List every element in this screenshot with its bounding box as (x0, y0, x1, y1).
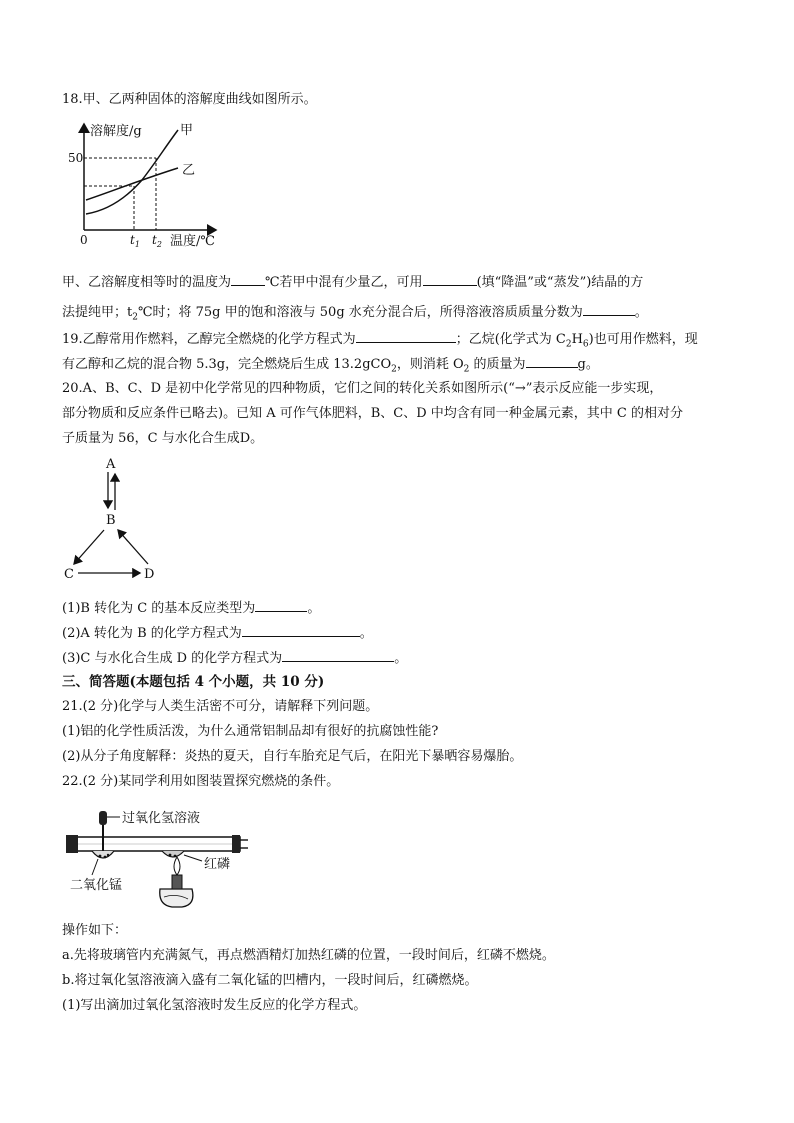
label-mno2: 二氧化锰 (70, 878, 123, 893)
q21-stem: 21.(2 分)化学与人类生活密不可分，请解释下列问题。 (62, 699, 379, 714)
origin-label: 0 (80, 233, 88, 247)
solubility-graph (70, 118, 230, 250)
curve-jia-label: 甲 (180, 123, 194, 138)
q20-sub2: (2)A 转化为 B 的化学方程式为 。 (62, 623, 373, 643)
q18-line2: 法提纯甲；$t_2℃$时；将 75g 甲的饱和溶液与 50g 水充分混合后，所得溶液溶质质量分数为 。 (62, 302, 648, 327)
conversion-diagram (60, 452, 170, 584)
lamp-flame (174, 857, 180, 875)
blank-reaction-type[interactable] (255, 598, 307, 612)
blank-c-to-d-equation[interactable] (282, 648, 394, 662)
q20-sub3: (3)C 与水化合生成 D 的化学方程式为 。 (62, 648, 407, 668)
q21-sub1: (1)铝的化学性质活泼，为什么通常铝制品却有很好的抗腐蚀性能? (62, 724, 439, 739)
q22-sub1: (1)写出滴加过氧化氢溶液时发生反应的化学方程式。 (62, 998, 367, 1013)
q20-line1: 20.A、B、C、D 是初中化学常见的四种物质，它们之间的转化关系如图所示(“→”表示反应能一步实现， (62, 381, 663, 396)
right-stopper (232, 835, 240, 853)
q20-line3: 子质量为 56，C 与水化合生成D。 (62, 431, 264, 446)
blank-method[interactable] (423, 272, 477, 286)
node-b: B (106, 513, 116, 528)
q22-ops-title: 操作如下： (62, 923, 128, 938)
q22-op-b: b.将过氧化氢溶液滴入盛有二氧化锰的凹槽内，一段时间后，红磷燃烧。 (62, 973, 478, 988)
blank-ethanol-equation[interactable] (356, 329, 456, 343)
node-a: A (106, 457, 116, 472)
q19-line1: 19.乙醇常用作燃料，乙醇完全燃烧的化学方程式为 ；乙烷(化学式为 $C_2H_6$)也可用作燃料，现 (62, 329, 698, 354)
label-red-phosphorus: 红磷 (204, 857, 231, 872)
node-d: D (144, 567, 155, 582)
q18-stem: 18.甲、乙两种固体的溶解度曲线如图所示。 (62, 92, 317, 107)
y-axis-label: 溶解度/g (90, 124, 142, 139)
q19-line2: 有乙醇和乙烷的混合物 5.3g，完全燃烧后生成 13.2gCO$_2$，则消耗 $O_2$ 的质量为 g。 (62, 354, 599, 379)
node-c: C (64, 567, 74, 582)
phosphorus-groove (162, 851, 184, 857)
blank-a-to-b-equation[interactable] (242, 623, 360, 637)
blank-mass-fraction[interactable] (583, 302, 635, 316)
q21-sub2: (2)从分子角度解释：炎热的夏天，自行车胎充足气后，在阳光下暴晒容易爆胎。 (62, 749, 523, 764)
curve-yi (86, 168, 178, 200)
t1-label: $t_1$ (130, 233, 140, 249)
t2-label: $t_2$ (152, 233, 162, 249)
section-3-heading: 三、简答题(本题包括 4 个小题，共 10 分) (62, 674, 325, 690)
blank-oxygen-mass[interactable] (526, 354, 578, 368)
q18-line1: 甲、乙溶解度相等时的温度为 ℃若甲中混有少量乙，可用 (填“降温”或“蒸发”)结晶的方 (62, 272, 643, 292)
alcohol-lamp (160, 889, 193, 907)
q20-line2: 部分物质和反应条件已略去)。已知 A 可作气体肥料，B、C、D 中均含有同一种金属元素，其中 C 的相对分 (62, 406, 683, 421)
label-h2o2: 过氧化氢溶液 (122, 811, 201, 826)
y-tick-50: 50 (68, 151, 84, 165)
blank-equal-temp[interactable] (231, 272, 265, 286)
combustion-apparatus (64, 805, 254, 913)
curve-yi-label: 乙 (182, 163, 196, 178)
mno2-groove (92, 851, 114, 858)
x-axis-label: 温度/℃ (170, 234, 215, 249)
left-stopper (66, 835, 78, 853)
q20-sub1: (1)B 转化为 C 的基本反应类型为 。 (62, 598, 320, 618)
arrow-b-to-c (74, 530, 104, 564)
q22-stem: 22.(2 分)某同学利用如图装置探究燃烧的条件。 (62, 774, 340, 789)
q22-op-a: a.先将玻璃管内充满氮气，再点燃酒精灯加热红磷的位置，一段时间后，红磷不燃烧。 (62, 948, 555, 963)
dropper-bulb (99, 811, 107, 825)
arrow-d-to-b (118, 530, 148, 564)
